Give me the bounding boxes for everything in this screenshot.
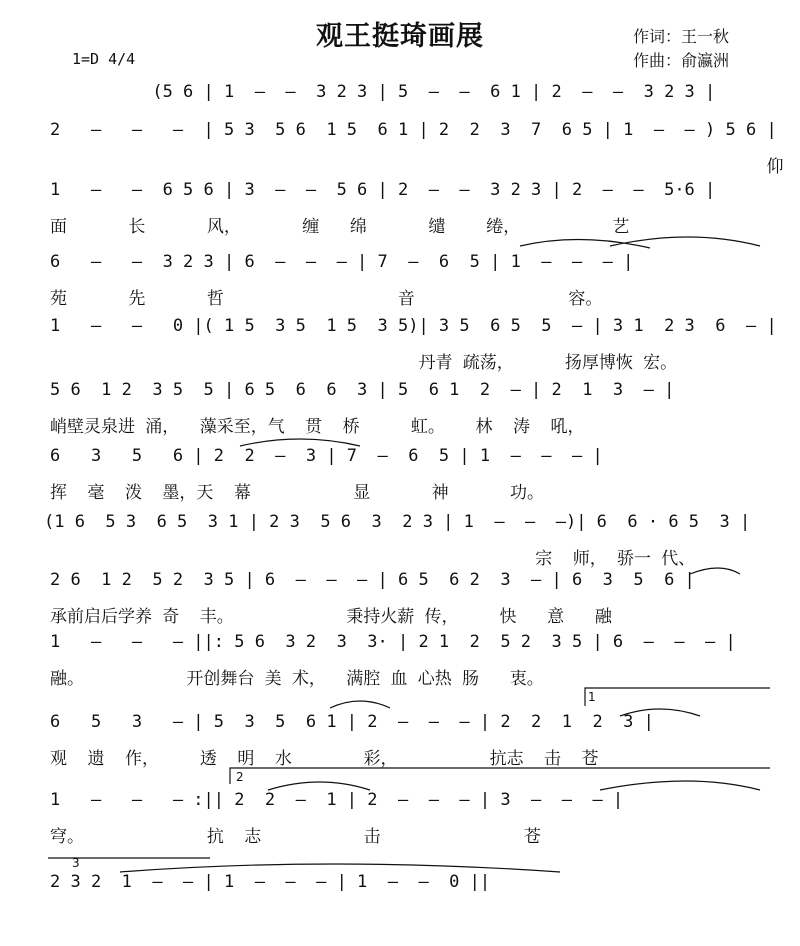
lyric-line: 丹青 疏荡， 扬厚博恢 宏。	[50, 353, 678, 373]
notation-line: 2 6 1 2 5 2 3 5 | 6 — — — | 6 5 6 2 3 — | 6 3 5 6 |	[50, 570, 695, 590]
notation-line: 2 — — — | 5 3 5 6 1 5 6 1 | 2 2 3 7 6 5 | 1 — — ) 5 6 |	[50, 120, 777, 140]
lyric-line: 融。 开创舞台 美 术， 满腔 血 心热 肠 衷。	[50, 669, 544, 689]
notation-line: 5 6 1 2 3 5 5 | 6 5 6 6 3 | 5 6 1 2 — | 2 1 3 — |	[50, 380, 675, 400]
notation-line: 1 — — 6 5 6 | 3 — — 5 6 | 2 — — 3 2 3 | 2 — — 5·6 |	[50, 180, 716, 200]
lyric-line: 面 长 风， 缠 绵 缱 绻， 艺	[50, 217, 630, 237]
lyric-line: 仰	[50, 157, 784, 177]
notation-line: (1 6 5 3 6 5 3 1 | 2 3 5 6 3 2 3 | 1 — — —)| 6 6 · 6 5 3 |	[44, 512, 751, 532]
notation-line: 1 — — — :|| 2 2 — 1 | 2 — — — | 3 — — — |	[50, 790, 624, 810]
lyric-line: 苑 先 哲 音 容。	[50, 289, 603, 309]
lyric-line: 宗 师， 骄一 代、	[44, 549, 696, 569]
song-title: 观王挺琦画展	[316, 21, 484, 52]
lyric-line: 峭壁灵泉进 涌， 藻采至，气 贯 桥 虹。 林 涛 吼，	[50, 417, 585, 437]
key-time-signature: 1=D 4/4	[72, 50, 136, 68]
tuplet-label: 3	[72, 856, 80, 870]
lyricist-credit: 作词：王一秋	[633, 27, 730, 46]
volta-2-label: 2	[236, 770, 244, 784]
composer-credit: 作曲：俞瀛洲	[633, 51, 730, 70]
notation-line: 6 5 3 — | 5 3 5 6 1 | 2 — — — | 2 2 1 2 3 |	[50, 712, 654, 732]
lyric-line: 承前启后学养 奇 丰。 秉持火薪 传， 快 意 融	[50, 607, 612, 627]
notation-line: 1 — — 0 |( 1 5 3 5 1 5 3 5)| 3 5 6 5 5 — | 3 1 2 3 6 — |	[50, 316, 777, 336]
notation-line: (5 6 | 1 — — 3 2 3 | 5 — — 6 1 | 2 — — 3 2 3 |	[50, 82, 716, 102]
notation-line: 6 — — 3 2 3 | 6 — — — | 7 — 6 5 | 1 — — — |	[50, 252, 634, 272]
lyric-line: 观 遗 作， 透 明 水 彩， 抗志 击 苍	[50, 749, 599, 769]
lyric-line: 挥 毫 泼 墨，天 幕 显 神 功。	[50, 483, 545, 503]
volta-1-label: 1	[588, 690, 596, 704]
notation-line: 6 3 5 6 | 2 2 — 3 | 7 — 6 5 | 1 — — — |	[50, 446, 603, 466]
notation-line: 2 3 2 1 — — | 1 — — — | 1 — — 0 ||	[50, 872, 491, 892]
lyric-line: 穹。 抗 志 击 苍	[50, 827, 541, 847]
notation-line: 1 — — — ||: 5 6 3 2 3 3· | 2 1 2 5 2 3 5 | 6 — — — |	[50, 632, 736, 652]
